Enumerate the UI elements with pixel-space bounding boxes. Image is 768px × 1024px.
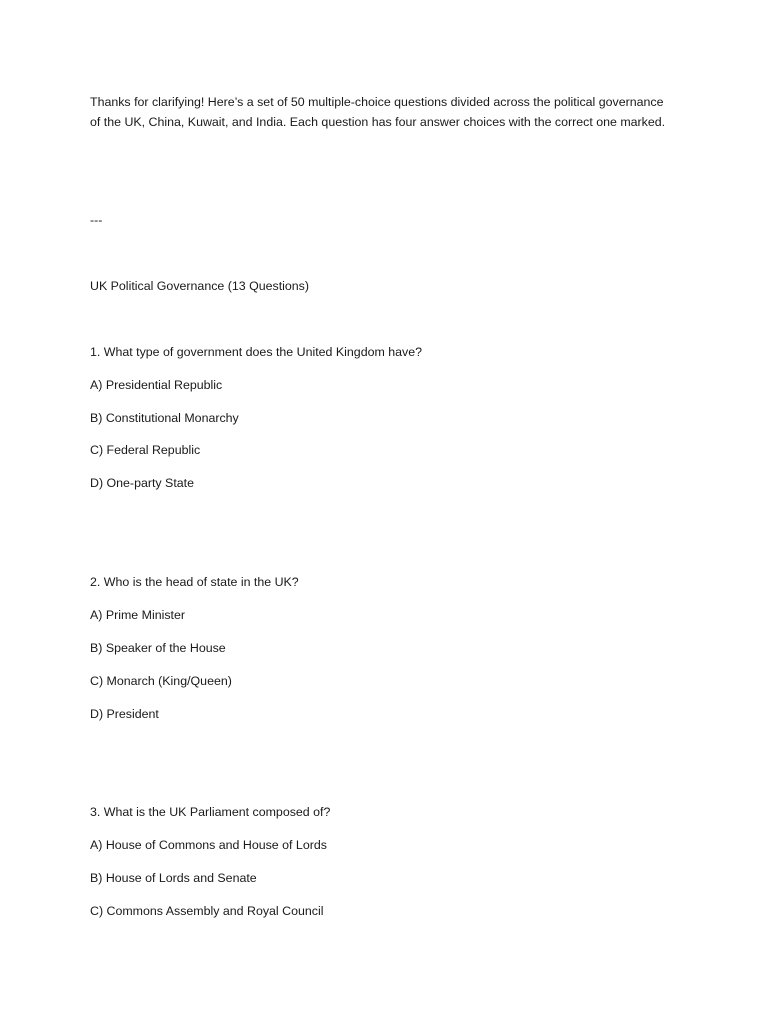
answer-option: D) One-party State [90,476,194,490]
answer-option: B) Constitutional Monarchy [90,411,239,425]
intro-text-line-2: of the UK, China, Kuwait, and India. Each question has four answer choices with the correct one marked. [90,115,666,129]
answer-option: B) Speaker of the House [90,641,226,655]
answer-option: A) Presidential Republic [90,378,223,392]
intro-text-line-1: Thanks for clarifying! Here’s a set of 50 multiple-choice questions divided across the political governance [90,95,664,109]
answer-option: C) Monarch (King/Queen) [90,674,232,688]
answer-option: C) Federal Republic [90,443,201,457]
separator: --- [90,213,103,227]
question-text: 1. What type of government does the United Kingdom have? [90,345,422,359]
question-text: 2. Who is the head of state in the UK? [90,575,299,589]
answer-option: C) Commons Assembly and Royal Council [90,904,324,918]
answer-option: B) House of Lords and Senate [90,871,257,885]
question-text: 3. What is the UK Parliament composed of? [90,805,331,819]
answer-option: A) House of Commons and House of Lords [90,838,327,852]
answer-option: D) President [90,707,159,721]
section-title: UK Political Governance (13 Questions) [90,279,310,293]
answer-option: A) Prime Minister [90,608,186,622]
